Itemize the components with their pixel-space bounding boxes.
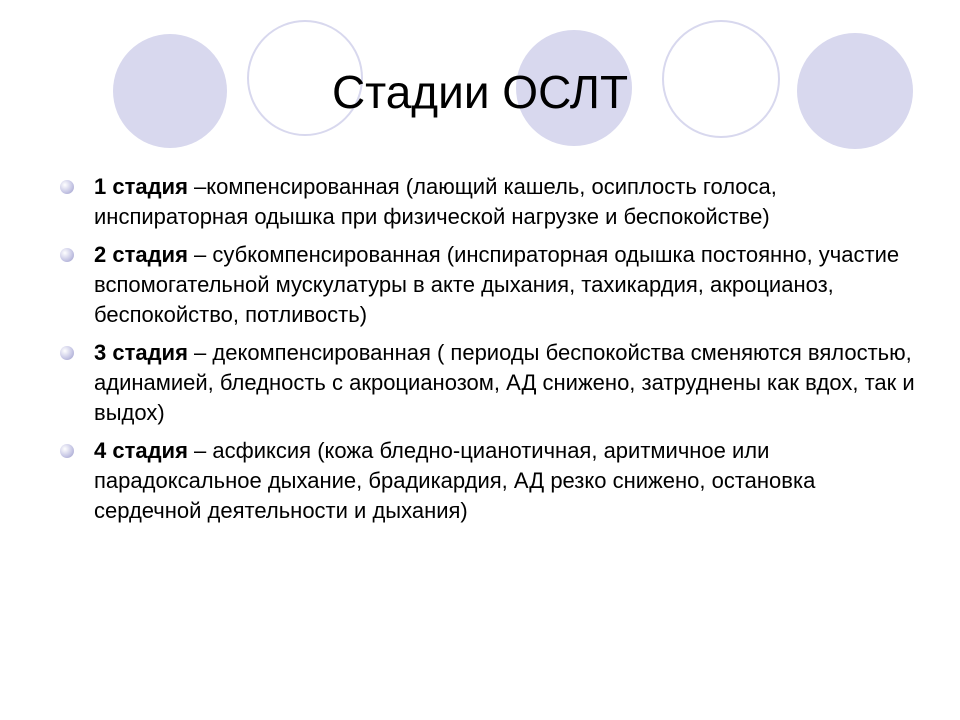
bullet-item-stage-3 (60, 338, 920, 428)
stage-label: 1 стадия (94, 174, 188, 199)
bullet-icon (60, 346, 74, 360)
bullet-icon (60, 444, 74, 458)
bullet-item-stage-4 (60, 436, 920, 526)
stage-label: 4 стадия (94, 438, 188, 463)
stage-description: – субкомпенсированная (инспираторная одышка постоянно, участие вспомогательной мускулатуры в акте дыхания, тахикардия, акроцианоз, беспокойство, потливость) (94, 242, 900, 327)
stage-description: – декомпенсированная ( периоды беспокойства сменяются вялостью, адинамией, бледность с акроцианозом, АД снижено, затруднены как вдох, так и выдох) (94, 340, 915, 425)
bullet-icon (60, 248, 74, 262)
stage-description: –компенсированная (лающий кашель, осиплость голоса, инспираторная одышка при физической нагрузке и беспокойстве) (94, 174, 777, 229)
stage-description: – асфиксия (кожа бледно-цианотичная, аритмичное или парадоксальное дыхание, брадикардия, АД резко снижено, остановка сердечной деятельности и дыхания) (94, 438, 816, 523)
bullet-item-stage-2 (60, 240, 920, 330)
bullet-list (60, 172, 920, 534)
bullet-item-stage-1 (60, 172, 920, 232)
slide-title: Стадии ОСЛТ (331, 66, 629, 118)
stage-label: 2 стадия (94, 242, 188, 267)
bullet-icon (60, 180, 74, 194)
stage-label: 3 стадия (94, 340, 188, 365)
